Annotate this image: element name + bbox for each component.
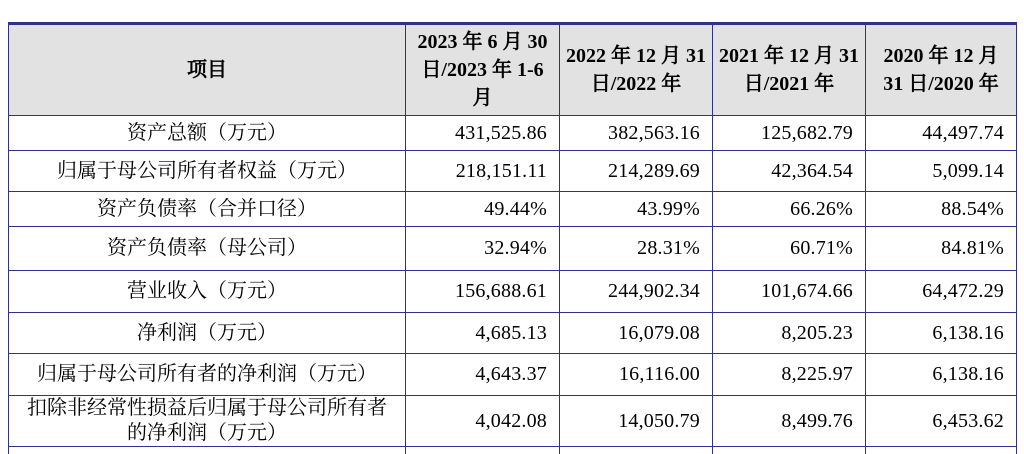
- row-value: 88.54%: [866, 192, 1017, 227]
- header-period-2023: 2023 年 6 月 30 日/2023 年 1-6 月: [406, 24, 560, 116]
- row-value: [406, 447, 560, 454]
- row-value: 125,682.79: [713, 116, 866, 151]
- row-label: 归属于母公司所有者的净利润（万元）: [9, 354, 406, 396]
- row-value: 4,042.08: [406, 396, 560, 447]
- row-value: 16,116.00: [560, 354, 713, 396]
- table-row: [9, 192, 1017, 227]
- header-period-2022: 2022 年 12 月 31 日/2022 年: [560, 24, 713, 116]
- table-row: [9, 313, 1017, 354]
- row-value: 43.99%: [560, 192, 713, 227]
- row-value: 101,674.66: [713, 271, 866, 313]
- row-value: 6,138.16: [866, 313, 1017, 354]
- header-period-2020: 2020 年 12 月 31 日/2020 年: [866, 24, 1017, 116]
- row-value: 4,685.13: [406, 313, 560, 354]
- row-value: 156,688.61: [406, 271, 560, 313]
- row-label: 扣除非经常性损益后归属于母公司所有者的净利润（万元）: [9, 396, 406, 447]
- row-label: 营业收入（万元）: [9, 271, 406, 313]
- row-label: [9, 447, 406, 454]
- row-label: 资产总额（万元）: [9, 116, 406, 151]
- row-value: 214,289.69: [560, 151, 713, 192]
- table-row: [9, 116, 1017, 151]
- row-value: [560, 447, 713, 454]
- row-value: 44,497.74: [866, 116, 1017, 151]
- row-label: 资产负债率（母公司）: [9, 227, 406, 271]
- row-value: 6,453.62: [866, 396, 1017, 447]
- row-label: 资产负债率（合并口径）: [9, 192, 406, 227]
- row-value: 431,525.86: [406, 116, 560, 151]
- row-value: 42,364.54: [713, 151, 866, 192]
- row-value: 218,151.11: [406, 151, 560, 192]
- table-row: [9, 227, 1017, 271]
- table-row-partial: [9, 447, 1017, 454]
- row-value: 60.71%: [713, 227, 866, 271]
- row-value: 28.31%: [560, 227, 713, 271]
- row-value: [866, 447, 1017, 454]
- row-value: 32.94%: [406, 227, 560, 271]
- row-value: 64,472.29: [866, 271, 1017, 313]
- row-value: 8,499.76: [713, 396, 866, 447]
- row-value: 6,138.16: [866, 354, 1017, 396]
- row-value: 84.81%: [866, 227, 1017, 271]
- row-value: 66.26%: [713, 192, 866, 227]
- header-period-2021: 2021 年 12 月 31 日/2021 年: [713, 24, 866, 116]
- row-value: 244,902.34: [560, 271, 713, 313]
- row-value: 8,205.23: [713, 313, 866, 354]
- table-row: [9, 271, 1017, 313]
- table-row: [9, 151, 1017, 192]
- row-value: 49.44%: [406, 192, 560, 227]
- table-header-row: [9, 24, 1017, 116]
- row-value: 5,099.14: [866, 151, 1017, 192]
- row-value: 16,079.08: [560, 313, 713, 354]
- row-value: 4,643.37: [406, 354, 560, 396]
- row-value: 8,225.97: [713, 354, 866, 396]
- row-label: 归属于母公司所有者权益（万元）: [9, 151, 406, 192]
- header-item-column: 项目: [9, 24, 406, 116]
- financial-summary-table: [8, 22, 1017, 454]
- row-value: 14,050.79: [560, 396, 713, 447]
- table-row: [9, 354, 1017, 396]
- row-value: 382,563.16: [560, 116, 713, 151]
- table-row: [9, 396, 1017, 447]
- row-label: 净利润（万元）: [9, 313, 406, 354]
- row-value: [713, 447, 866, 454]
